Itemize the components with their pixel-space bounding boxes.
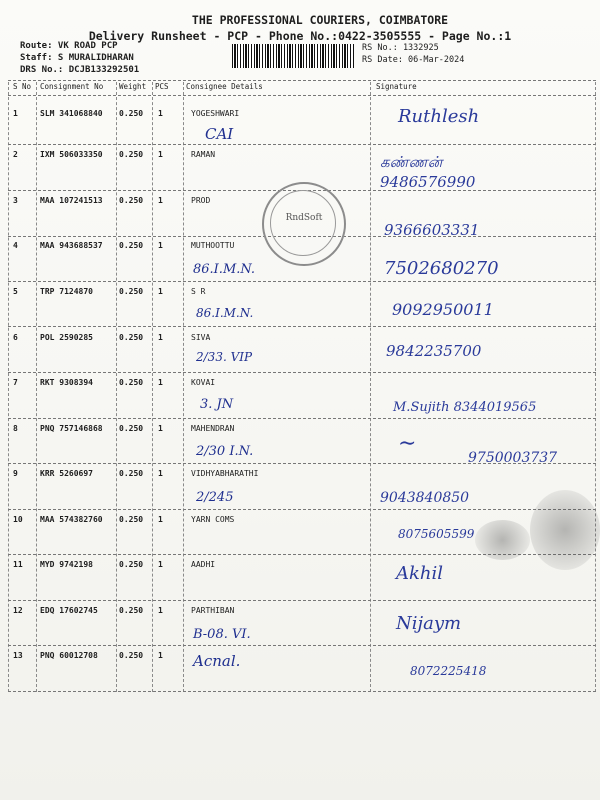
row-weight: 0.250 <box>119 606 144 615</box>
row-consignment: KRR 5260697 <box>40 469 93 478</box>
signature: 7502680270 <box>384 258 499 279</box>
row-pcs: 1 <box>158 333 163 342</box>
company-stamp <box>262 182 346 266</box>
row-consignee: PROD <box>191 196 211 205</box>
row-consignee: SIVA <box>191 333 211 342</box>
signature: கண்ணன் 9486576990 <box>380 153 476 191</box>
route-label: Route: VK ROAD PCP <box>20 41 118 51</box>
row-weight: 0.250 <box>119 150 144 159</box>
row-divider <box>8 326 596 327</box>
handwritten-note: B-08. VI. <box>193 627 251 642</box>
handwritten-note: 2/30 I.N. <box>196 444 254 459</box>
row-divider <box>8 144 596 145</box>
row-sno: 13 <box>13 651 23 660</box>
signature: 9043840850 <box>380 490 470 506</box>
signature: Akhil <box>396 563 444 584</box>
handwritten-note: Acnal. <box>193 652 241 670</box>
ink-smudge <box>530 490 600 570</box>
signature: M.Sujith 8344019565 <box>393 400 537 415</box>
row-pcs: 1 <box>158 109 163 118</box>
handwritten-note: CAI <box>205 125 234 143</box>
row-divider <box>8 418 596 419</box>
handwritten-note: 3. JN <box>200 397 234 412</box>
row-weight: 0.250 <box>119 241 144 250</box>
row-weight: 0.250 <box>119 378 144 387</box>
handwritten-note: 86.I.M.N. <box>196 306 254 320</box>
col-header-consignment: Consignment No <box>40 82 104 91</box>
row-weight: 0.250 <box>119 560 144 569</box>
signature: 8075605599 <box>398 527 475 541</box>
row-sno: 8 <box>13 424 18 433</box>
row-consignee: PARTHIBAN <box>191 606 235 615</box>
row-pcs: 1 <box>158 287 163 296</box>
signature: 9092950011 <box>392 300 494 319</box>
col-header-pcs: PCS <box>155 82 169 91</box>
signature: 8072225418 <box>410 664 487 678</box>
row-weight: 0.250 <box>119 469 144 478</box>
signature: Nijaym <box>396 613 462 634</box>
row-weight: 0.250 <box>119 196 144 205</box>
staff-label: Staff: S MURALIDHARAN <box>20 53 134 63</box>
signature: 9842235700 <box>386 342 482 360</box>
row-consignment: EDQ 17602745 <box>40 606 98 615</box>
row-divider <box>8 509 596 510</box>
barcode <box>232 44 354 68</box>
row-pcs: 1 <box>158 515 163 524</box>
row-sno: 1 <box>13 109 18 118</box>
row-consignment: MYD 9742198 <box>40 560 93 569</box>
row-consignment: MAA 943688537 <box>40 241 103 250</box>
row-divider <box>8 645 596 646</box>
row-pcs: 1 <box>158 150 163 159</box>
row-consignee: MAHENDRAN <box>191 424 235 433</box>
signature: 9366603331 <box>384 221 480 239</box>
row-sno: 9 <box>13 469 18 478</box>
row-divider <box>8 463 596 464</box>
drs-label: DRS No.: DCJB133292501 <box>20 65 140 75</box>
rs-number: RS No.: 1332925 <box>362 43 439 53</box>
row-sno: 10 <box>13 515 23 524</box>
row-consignment: IXM 506033350 <box>40 150 103 159</box>
stamp-text: RndSoft <box>285 213 323 223</box>
row-consignment: RKT 9308394 <box>40 378 93 387</box>
row-sno: 5 <box>13 287 18 296</box>
row-pcs: 1 <box>158 469 163 478</box>
row-consignment: TRP 7124870 <box>40 287 93 296</box>
stamp-inner-ring <box>270 190 336 256</box>
header-divider <box>8 95 596 96</box>
runsheet-title: Delivery Runsheet - PCP - Phone No.:0422-3505555 - Page No.:1 <box>88 29 512 43</box>
row-consignee: RAMAN <box>191 150 216 159</box>
row-sno: 12 <box>13 606 23 615</box>
row-pcs: 1 <box>158 560 163 569</box>
table-top-border <box>8 80 596 81</box>
row-consignee: YOGESHWARI <box>191 109 240 118</box>
row-sno: 3 <box>13 196 18 205</box>
row-consignment: MAA 107241513 <box>40 196 103 205</box>
row-pcs: 1 <box>158 651 163 660</box>
signature: 9750003737 <box>468 450 558 466</box>
row-pcs: 1 <box>158 424 163 433</box>
row-weight: 0.250 <box>119 109 144 118</box>
row-pcs: 1 <box>158 241 163 250</box>
row-sno: 11 <box>13 560 23 569</box>
handwritten-note: 2/245 <box>196 490 234 505</box>
row-weight: 0.250 <box>119 287 144 296</box>
row-weight: 0.250 <box>119 333 144 342</box>
row-weight: 0.250 <box>119 424 144 433</box>
row-sno: 2 <box>13 150 18 159</box>
handwritten-note: 2/33. VIP <box>196 350 253 364</box>
row-consignee: S R <box>191 287 206 296</box>
row-consignee: YARN COMS <box>191 515 235 524</box>
row-weight: 0.250 <box>119 651 144 660</box>
col-header-signature: Signature <box>376 82 417 91</box>
row-consignment: PNQ 60012708 <box>40 651 98 660</box>
row-pcs: 1 <box>158 196 163 205</box>
row-divider <box>8 600 596 601</box>
signature-scribble: ∼ <box>398 431 417 456</box>
row-consignment: PNQ 757146868 <box>40 424 103 433</box>
signature: Ruthlesh <box>398 106 480 127</box>
col-header-sno: S No <box>13 82 32 91</box>
row-divider <box>8 372 596 373</box>
row-divider <box>8 281 596 282</box>
company-title: THE PROFESSIONAL COURIERS, COIMBATORE <box>191 13 449 27</box>
row-consignment: MAA 574382760 <box>40 515 103 524</box>
row-consignee: KOVAI <box>191 378 216 387</box>
table-bottom-border <box>8 691 596 692</box>
row-consignment: POL 2590285 <box>40 333 93 342</box>
row-weight: 0.250 <box>119 515 144 524</box>
row-sno: 6 <box>13 333 18 342</box>
row-sno: 4 <box>13 241 18 250</box>
col-header-consignee: Consignee Details <box>186 82 263 91</box>
row-sno: 7 <box>13 378 18 387</box>
row-consignment: SLM 341068840 <box>40 109 103 118</box>
handwritten-note: 86.I.M.N. <box>193 262 256 277</box>
row-pcs: 1 <box>158 378 163 387</box>
row-consignee: VIDHYABHARATHI <box>191 469 259 478</box>
row-pcs: 1 <box>158 606 163 615</box>
rs-date: RS Date: 06-Mar-2024 <box>362 55 465 65</box>
row-consignee: MUTHOOTTU <box>191 241 235 250</box>
row-consignee: AADHI <box>191 560 216 569</box>
ink-smudge <box>475 520 530 560</box>
col-header-weight: Weight <box>119 82 147 91</box>
